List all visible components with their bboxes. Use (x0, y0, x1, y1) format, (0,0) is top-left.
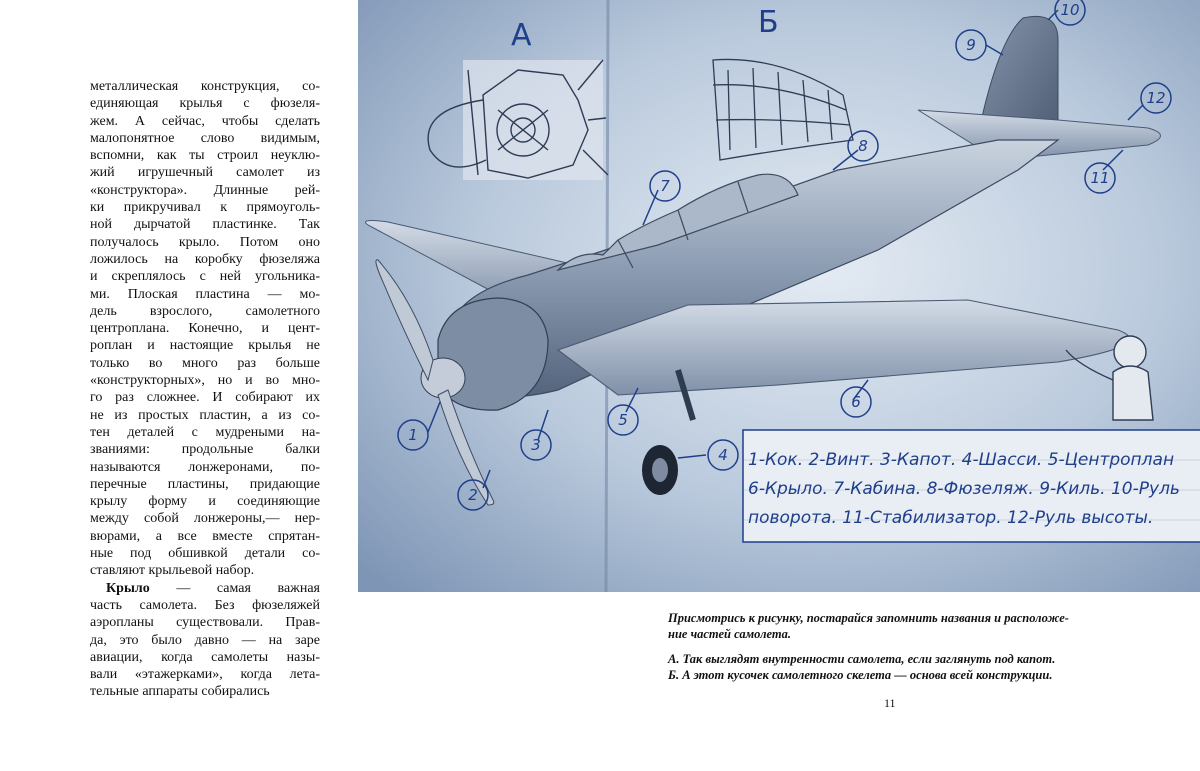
term-wing: Крыло (106, 580, 150, 596)
paragraph-first-line: Крыло — самая важная (106, 580, 320, 596)
text-line: жий игрушечный самолет из (90, 165, 320, 181)
text-line: жем. А сейчас, чтобы сделать (90, 113, 320, 129)
text-line: ные под обшивкой детали со- (90, 546, 320, 562)
text-line: центроплана. Конечно, и цент- (90, 321, 320, 337)
text-line: тен деталей с мудреными на- (90, 424, 320, 440)
text-line: да, это было давно — на заре (90, 632, 320, 648)
caption-main (668, 610, 1108, 642)
text-line: «конструктора». Длинные рей- (90, 182, 320, 198)
text-line: и скреплялось с ней угольника- (90, 269, 320, 285)
svg-text:3: 3 (531, 436, 541, 454)
text-line: часть самолета. Без фюзеляжей (90, 597, 320, 613)
text-line: малопонятное слово видимым, (90, 130, 320, 146)
airplane-drawing (358, 0, 1200, 592)
text-line: перечные пластины, придающие (90, 476, 320, 492)
caption-line: ние частей самолета. (668, 627, 791, 641)
text-line: ми. Плоская пластина — мо- (90, 286, 320, 302)
text-line: вспомни, как ты строил неуклю- (90, 148, 320, 164)
figure-caption (668, 610, 1108, 683)
legend-line-3: поворота. 11-Стабилизатор. 12-Руль высоты. (748, 508, 1154, 528)
inset-label-b: Б (758, 5, 779, 40)
text-line: авиации, когда самолеты назы- (90, 649, 320, 665)
svg-text:11: 11 (1090, 169, 1110, 187)
text-line: дель взрослого, самолетного (90, 303, 320, 319)
text-line: аэропланы существовали. Прав- (90, 615, 320, 631)
text-line: единяющая крылья с фюзеля- (90, 96, 320, 112)
text-line: званиями: продольные балки (90, 442, 320, 458)
text-line: тельные аппараты собирались (90, 684, 270, 700)
text-line: го раз сложнее. И собирают их (90, 390, 320, 406)
caption-line: Присмотрись к рисунку, постарайся запомнить названия и расположе- (668, 611, 1069, 625)
caption-note-b: Б. А этот кусочек самолетного скелета — основа всей конструкции. (668, 668, 1053, 682)
text-line: металлическая конструкция, со- (90, 79, 320, 94)
svg-text:6: 6 (851, 393, 861, 411)
svg-text:4: 4 (718, 446, 728, 464)
svg-text:7: 7 (660, 177, 670, 195)
text-line: крылу форму и соединяющие (90, 494, 320, 510)
text-line: между собой лонжероны,— нер- (90, 511, 320, 527)
paragraph-wing-structure (90, 78, 320, 580)
inset-label-a: А (511, 18, 532, 53)
svg-text:10: 10 (1060, 1, 1080, 19)
svg-text:8: 8 (858, 137, 868, 155)
caption-notes (668, 651, 1108, 683)
legend-line-1: 1-Кок. 2-Винт. 3-Капот. 4-Шасси. 5-Центроплан (748, 450, 1175, 470)
text-line: не из простых пластин, а из со- (90, 407, 320, 423)
parts-legend (743, 430, 1200, 542)
airplane-illustration (358, 0, 1200, 592)
paragraph-wing (90, 580, 320, 701)
svg-text:2: 2 (468, 486, 478, 504)
svg-text:12: 12 (1146, 89, 1166, 107)
text-line: называются лонжеронами, по- (90, 459, 320, 475)
svg-text:1: 1 (408, 426, 418, 444)
body-text-column (90, 78, 320, 701)
legend-line-2: 6-Крыло. 7-Кабина. 8-Фюзеляж. 9-Киль. 10-Руль (748, 479, 1180, 499)
page-number: 11 (884, 696, 896, 710)
text-line: ной дырчатой пластинке. Так (90, 217, 320, 233)
text-line: «конструкторных», но и во мно- (90, 373, 320, 389)
svg-text:5: 5 (618, 411, 628, 429)
text-line: вюрами, а все вместе спрятан- (90, 528, 320, 544)
text-line: ки прикручивал к прямоуголь- (90, 200, 320, 216)
svg-text:9: 9 (966, 36, 976, 54)
text-line: только во много раз больше (90, 355, 320, 371)
text-line: вали «этажерками», когда лета- (90, 667, 320, 683)
text-line: ставляют крыльевой набор. (90, 563, 255, 579)
text-line: ложилось на коробку фюзеляжа (90, 251, 320, 267)
text-line: роплан и настоящие крылья не (90, 338, 320, 354)
caption-note-a: А. Так выглядят внутренности самолета, если заглянуть под капот. (668, 652, 1056, 666)
text-line: получалось крыло. Потом оно (90, 234, 320, 250)
